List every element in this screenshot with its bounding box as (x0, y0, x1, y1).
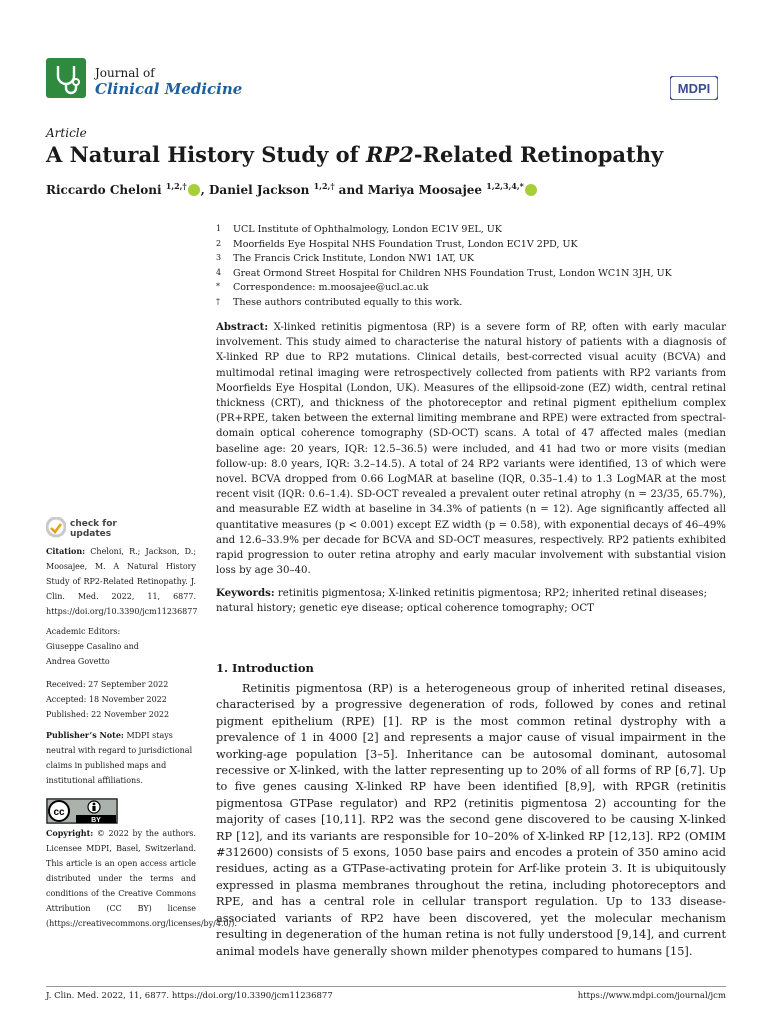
footer-journal-url[interactable]: https://www.mdpi.com/journal/jcm (577, 991, 726, 1001)
orcid-icon[interactable] (188, 184, 200, 196)
orcid-icon[interactable] (525, 184, 537, 196)
affiliations-list (216, 222, 672, 310)
cc-by-license-icon[interactable] (46, 798, 118, 824)
svg-text:BY: BY (91, 817, 101, 824)
abstract-text: X-linked retinitis pigmentosa (RP) is a severe form of RP, often with early macular involvement. This study aimed to characterise the natural history of patients with a diagnosis of X-linked RP due to RP2 mutations. Clinical details, best-corrected visual acuity (BCVA) and multimodal retinal imaging were retrospectively collected from patients with RP2 variants from Moorfields Eye Hospital (London, UK). Measures of the ellipsoid-zone (EZ) width, central retinal thickness (CRT), and thickness of the photoreceptor and retinal pigment epithelium complex (PR+RPE, taken between the external limiting membrane and RPE) were extracted from spectral-domain optical coherence tomography (SD-OCT) scans. A total of 47 affected males (median baseline age: 20 years, IQR: 12.5–36.5) were included, and 41 had two or more visits (median follow-up: 8.0 years, IQR: 3.2–14.5). A total of 24 RP2 variants were identified, 13 of which were novel. BCVA dropped from 0.66 LogMAR at baseline (IQR, 0.35–1.4) to 1.3 LogMAR at the most recent visit (IQR: 0.6–1.4). SD-OCT revealed a prevalent outer retinal atrophy (n = 23/35, 65.7%), and measurable EZ width at baseline in 34.3% of patients (n = 12). Age significantly affected all quantitative measures (p < 0.001) except EZ width (p = 0.58), with exponential decays of 46–49% and 12.6–33.9% per decade for BCVA and SD-OCT measures, respectively. RP2 patients exhibited rapid progression to outer retina atrophy and early macular involvement with substantial vision loss by age 30–40. (216, 322, 726, 577)
article-type-label: Article (46, 126, 87, 140)
check-for-updates-button[interactable]: check for updates (70, 519, 117, 539)
academic-editors: Academic Editors: Giuseppe Casalino and Andrea Govetto (46, 627, 139, 666)
accepted-date: Accepted: 18 November 2022 (46, 695, 167, 704)
keywords-label: Keywords: (216, 587, 275, 599)
publisher-note: Publisher’s Note: MDPI stays neutral with regard to jurisdictional claims in published maps and institutional affiliations. (46, 730, 193, 785)
mdpi-logo-text: MDPI (677, 81, 711, 96)
introduction-paragraph: Retinitis pigmentosa (RP) is a heterogeneous group of inherited retinal diseases, characterised by a progressive degeneration of rods, followed by cones and retinal pigment epithelium (RPE) [1]. RP is the most common retinal dystrophy with a prevalence of 1 in 4000 [2] and represents a major cause of visual impairment in the working-age population [3–5]. Inheritance can be autosomal dominant, autosomal recessive or X-linked, with the latter representing up to 20% of all forms of RP [6,7]. Up to five genes causing X-linked RP have been identified [8,9], with RPGR (retinitis pigmentosa GTPase regulator) and RP2 (retinitis pigmentosa 2) accounting for the majority of cases [10,11]. RP2 was the second gene discovered to be causing X-linked RP [12], and its variants are responsible for 10–20% of X-linked RP [12,13]. RP2 (OMIM #312600) consists of 5 exons, 1050 base pairs and encodes a protein of 350 amino acid residues, acting as a GTPase-activating protein for Arf-like protein 3. It is ubiquitously expressed in plasma membranes throughout the retina, including photoreceptors and RPE, and has a central role in cellular transport regulation. Up to 133 disease-associated variants of RP2 have been discovered, yet the molecular mechanism resulting in degeneration of the human retina is not fully understood [9,14], and current animal models have generally shown milder phenotypes compared to humans [15]. (216, 682, 726, 958)
mdpi-logo[interactable] (670, 76, 718, 100)
equal-contribution-note: † These authors contributed equally to this work. (216, 296, 463, 308)
section-heading: 1. Introduction (216, 661, 314, 675)
author-affil-sup: 1,2,† (313, 181, 335, 191)
affiliation-item: 1 UCL Institute of Ophthalmology, London EC1V 9EL, UK (216, 224, 502, 235)
journal-of-label: Journal of (95, 66, 155, 80)
affiliation-item: 3 The Francis Crick Institute, London NW1 1AT, UK (216, 253, 474, 265)
author-affil-sup: 1,2,3,4,* (486, 181, 524, 191)
author-name[interactable]: Daniel Jackson (209, 183, 310, 197)
author-name[interactable]: Riccardo Cheloni (46, 183, 162, 197)
author-list: Riccardo Cheloni $^{1,2,\dagger}$ , Daniel Jackson $^{1,2,\dagger}$ and Mariya Moosajee $^{1,2,3,4,*}$ (46, 181, 538, 197)
affiliation-item: 2 Moorfields Eye Hospital NHS Foundation Trust, London EC1V 2PD, UK (216, 238, 578, 250)
svg-text:cc: cc (53, 807, 65, 818)
author-name[interactable]: Mariya Moosajee (367, 183, 483, 197)
stethoscope-icon (46, 58, 86, 98)
correspondence-item[interactable]: * Correspondence: m.moosajee@ucl.ac.uk (216, 282, 429, 294)
article-title: A Natural History Study of RP2-Related Retinopathy (46, 142, 664, 167)
author-affil-sup: 1,2,† (165, 181, 187, 191)
journal-logo (46, 58, 86, 98)
journal-name: Clinical Medicine (95, 80, 243, 98)
published-date: Published: 22 November 2022 (46, 710, 170, 719)
received-date: Received: 27 September 2022 (46, 680, 169, 689)
footer-divider (46, 986, 726, 987)
affiliation-item: 4 Great Ormond Street Hospital for Children NHS Foundation Trust, London WC1N 3JH, UK (216, 267, 672, 279)
publication-dates (46, 677, 196, 722)
check-for-updates-icon[interactable] (46, 517, 66, 539)
copyright-block: Copyright: © 2022 by the authors. Licensee MDPI, Basel, Switzerland. This article is an open access article distributed under the terms and conditions of the Creative Commons Attribution (CC BY) license (https://creativecommons.org/licenses/by/4.0/). (46, 828, 237, 928)
abstract-label: Abstract: (216, 321, 269, 333)
keywords (216, 586, 726, 616)
citation-block: Citation: Cheloni, R.; Jackson, D.; Moosajee, M. A Natural History Study of RP2-Related Retinopathy. J. Clin. Med. 2022, 11, 6877. https://doi.org/10.3390/jcm11236877 (46, 546, 198, 616)
keywords-text: retinitis pigmentosa; X-linked retinitis pigmentosa; RP2; inherited retinal diseases; natural history; genetic eye disease; optical coherence tomography; OCT (216, 588, 708, 615)
footer-citation[interactable]: J. Clin. Med. 2022, 11, 6877. https://doi.org/10.3390/jcm11236877 (46, 991, 333, 1001)
abstract (216, 320, 726, 578)
